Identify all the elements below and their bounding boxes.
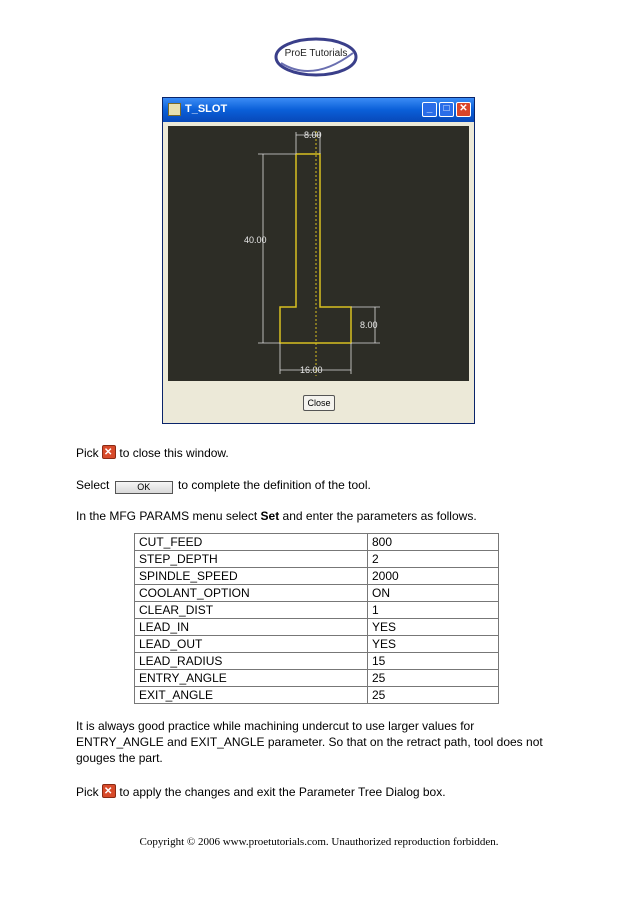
param-value: 800 — [368, 534, 499, 551]
paragraph-good-practice — [76, 718, 543, 766]
param-name: EXIT_ANGLE — [135, 687, 368, 704]
param-value: ON — [368, 585, 499, 602]
param-name: LEAD_RADIUS — [135, 653, 368, 670]
p2-pre: Select — [76, 478, 110, 492]
t-slot-sketch — [168, 126, 469, 381]
param-name: CUT_FEED — [135, 534, 368, 551]
param-value: 15 — [368, 653, 499, 670]
minimize-icon[interactable]: _ — [422, 102, 437, 117]
paragraph-apply-changes — [76, 784, 446, 800]
paragraph-mfg-params — [76, 508, 477, 524]
table-row — [135, 568, 499, 585]
param-value: 2000 — [368, 568, 499, 585]
close-icon[interactable]: ✕ — [456, 102, 471, 117]
param-value: 2 — [368, 551, 499, 568]
dim-top-width: 8.00 — [304, 130, 322, 140]
paragraph-close-window — [76, 445, 229, 461]
close-button[interactable]: Close — [303, 395, 335, 411]
param-name: CLEAR_DIST — [135, 602, 368, 619]
p2-post: to complete the definition of the tool. — [178, 478, 371, 492]
dim-right-height: 8.00 — [360, 320, 378, 330]
param-name: COOLANT_OPTION — [135, 585, 368, 602]
logo-text: ProE Tutorials — [284, 48, 348, 59]
param-value: YES — [368, 636, 499, 653]
window-titlebar[interactable] — [163, 98, 474, 122]
copyright-footer: Copyright © 2006 www.proetutorials.com. Unauthorized reproduction forbidden. — [139, 836, 499, 848]
table-row — [135, 670, 499, 687]
p5-post: to apply the changes and exit the Parameter Tree Dialog box. — [119, 785, 446, 799]
table-row — [135, 585, 499, 602]
param-name: LEAD_OUT — [135, 636, 368, 653]
table-row — [135, 551, 499, 568]
param-name: STEP_DEPTH — [135, 551, 368, 568]
param-name: LEAD_IN — [135, 619, 368, 636]
p3-pre: In the MFG PARAMS menu select — [76, 509, 258, 523]
table-row — [135, 687, 499, 704]
p4-line2: ENTRY_ANGLE and EXIT_ANGLE parameter. So that on the retract path, tool does not — [76, 735, 543, 749]
sketch-canvas — [168, 126, 469, 381]
table-row — [135, 619, 499, 636]
p3-bold: Set — [260, 509, 280, 523]
param-name: SPINDLE_SPEED — [135, 568, 368, 585]
p4-line3: gouges the part. — [76, 751, 163, 765]
close-icon — [102, 445, 116, 459]
param-value: 1 — [368, 602, 499, 619]
logo — [273, 33, 359, 81]
table-row — [135, 534, 499, 551]
dim-bottom-width: 16.00 — [300, 365, 323, 375]
p5-pre: Pick — [76, 785, 99, 799]
p1-post: to close this window. — [119, 446, 229, 460]
p1-pre: Pick — [76, 446, 99, 460]
table-row — [135, 653, 499, 670]
p3-post: and enter the parameters as follows. — [282, 509, 477, 523]
ok-button-image: OK — [115, 481, 173, 494]
maximize-icon[interactable]: □ — [439, 102, 454, 117]
param-value: 25 — [368, 670, 499, 687]
dim-height: 40.00 — [244, 235, 267, 245]
paragraph-select-ok — [76, 477, 371, 494]
t-slot-window — [162, 97, 475, 424]
app-icon — [168, 103, 181, 116]
table-row — [135, 636, 499, 653]
table-row — [135, 602, 499, 619]
close-icon — [102, 784, 116, 798]
parameters-table — [134, 533, 499, 704]
p4-line1: It is always good practice while machining undercut to use larger values for — [76, 719, 475, 733]
param-name: ENTRY_ANGLE — [135, 670, 368, 687]
window-title: T_SLOT — [185, 103, 228, 115]
param-value: 25 — [368, 687, 499, 704]
param-value: YES — [368, 619, 499, 636]
